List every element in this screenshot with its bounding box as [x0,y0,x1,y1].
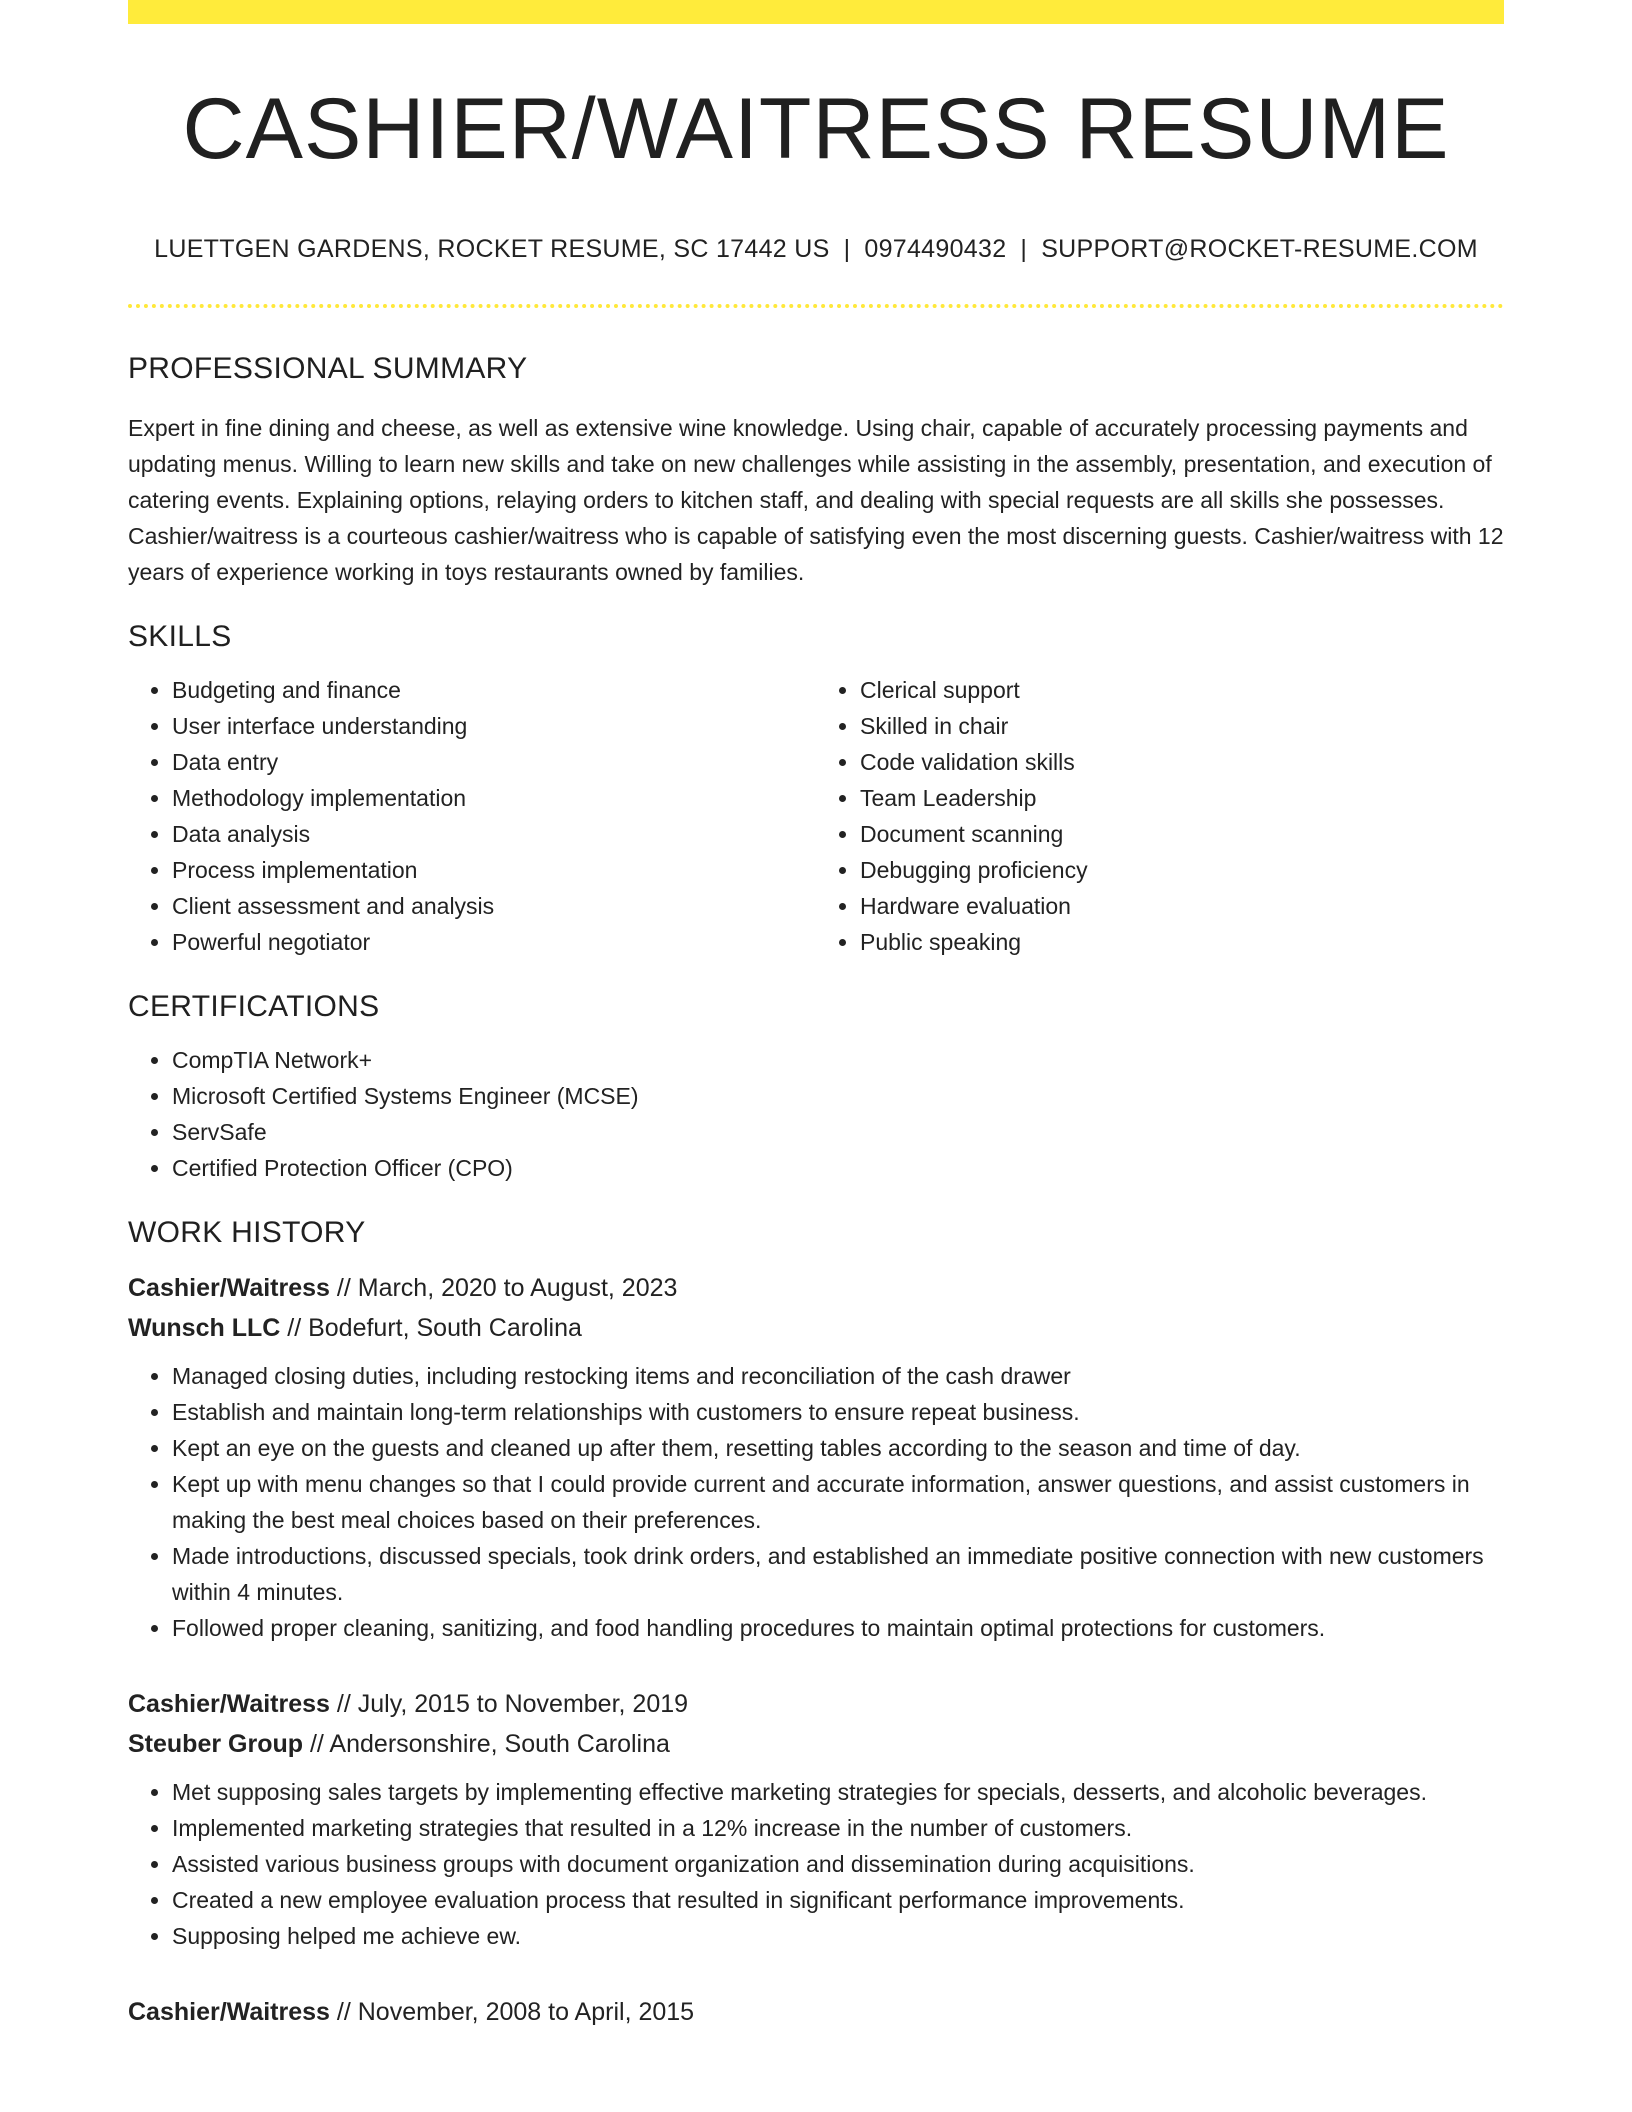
summary-text: Expert in fine dining and cheese, as well as extensive wine knowledge. Using chair, capable of accurately processing payments and updating menus. Willing to learn new skills and take on new challenges while assisting in the assembly, presentation, and execution of catering events. Explaining options, relaying orders to kitchen staff, and dealing with special requests are all skills she possesses. Cashier/waitress is a courteous cashier/waitress who is capable of satisfying even the most discerning guests. Cashier/waitress with 12 years of experience working in toys restaurants owned by families. [128,414,1504,585]
dotted-divider [128,304,1504,308]
job-bullet: • Met supposing sales targets by implementing effective marketing strategies for specials, desserts, and alcoholic beverages. [172,1774,1504,1810]
certification-item: • Certified Protection Officer (CPO) [172,1150,1504,1186]
contact-address: LUETTGEN GARDENS, ROCKET RESUME, SC 17442 US [154,234,830,263]
certifications-heading: CERTIFICATIONS [128,989,380,1023]
job-company: Steuber Group [128,1729,304,1758]
skill-item: • Debugging proficiency [860,852,1504,888]
job-title-line [128,1992,1504,2032]
skill-item: • Data entry [172,744,816,780]
top-accent-bar [128,0,1504,24]
certifications-list [128,1042,1504,1186]
job-bullet: • Followed proper cleaning, sanitizing, and food handling procedures to maintain optimal protections for customers. [172,1610,1504,1646]
certification-item: • ServSafe [172,1114,1504,1150]
job-entry [128,1684,1504,1954]
job-dates: // July, 2015 to November, 2019 [336,1689,689,1718]
job-bullet: • Made introductions, discussed specials, took drink orders, and established an immediate positive connection with new customers within 4 minutes. [172,1538,1504,1610]
skills-heading: SKILLS [128,619,232,653]
job-company: Wunsch LLC [128,1313,281,1342]
certification-item: • CompTIA Network+ [172,1042,1504,1078]
job-title-line [128,1268,1504,1308]
job-bullet: • Supposing helped me achieve ew. [172,1918,1504,1954]
contact-separator: | [1020,234,1028,263]
summary-section [128,352,1504,590]
skills-list-left [128,672,816,960]
job-dates: // March, 2020 to August, 2023 [336,1273,678,1302]
work-history-section [128,1216,1504,2032]
skill-item: • Team Leadership [860,780,1504,816]
job-bullet: • Assisted various business groups with document organization and dissemination during acquisitions. [172,1846,1504,1882]
job-bullet: • Managed closing duties, including restocking items and reconciliation of the cash drawer [172,1358,1504,1394]
skills-list-right [816,672,1504,960]
skill-item: • Budgeting and finance [172,672,816,708]
skill-item: • Process implementation [172,852,816,888]
skill-item: • Skilled in chair [860,708,1504,744]
contact-line [128,235,1504,264]
skill-item: • Code validation skills [860,744,1504,780]
skill-item: • Hardware evaluation [860,888,1504,924]
work-history-heading: WORK HISTORY [128,1215,366,1249]
skill-item: • Methodology implementation [172,780,816,816]
skills-section [128,620,1504,960]
skill-item: • Data analysis [172,816,816,852]
resume-page [128,0,1504,2032]
job-location: // Bodefurt, South Carolina [287,1313,582,1342]
contact-email: SUPPORT@ROCKET-RESUME.COM [1041,234,1478,263]
skill-item: • Clerical support [860,672,1504,708]
job-bullet: • Kept an eye on the guests and cleaned up after them, resetting tables according to the season and time of day. [172,1430,1504,1466]
job-bullet: • Establish and maintain long-term relationships with customers to ensure repeat business. [172,1394,1504,1430]
job-bullet: • Created a new employee evaluation process that resulted in significant performance improvements. [172,1882,1504,1918]
summary-heading: PROFESSIONAL SUMMARY [128,351,528,385]
skills-columns [128,672,1504,960]
skill-item: • User interface understanding [172,708,816,744]
skill-item: • Public speaking [860,924,1504,960]
job-company-line [128,1724,1504,1764]
skill-item: • Client assessment and analysis [172,888,816,924]
skill-item: • Powerful negotiator [172,924,816,960]
job-entry [128,1992,1504,2032]
job-bullet: • Implemented marketing strategies that resulted in a 12% increase in the number of customers. [172,1810,1504,1846]
job-title: Cashier/Waitress [128,1273,330,1302]
job-company-line [128,1308,1504,1348]
job-title-line [128,1684,1504,1724]
contact-phone: 0974490432 [864,234,1007,263]
job-bullets [128,1358,1504,1646]
job-entry [128,1268,1504,1646]
job-bullet: • Kept up with menu changes so that I could provide current and accurate information, answer questions, and assist customers in making the best meal choices based on their preferences. [172,1466,1504,1538]
job-dates: // November, 2008 to April, 2015 [336,1997,695,2026]
skill-item: • Document scanning [860,816,1504,852]
job-title: Cashier/Waitress [128,1689,330,1718]
job-bullets [128,1774,1504,1954]
contact-separator: | [843,234,851,263]
certification-item: • Microsoft Certified Systems Engineer (MCSE) [172,1078,1504,1114]
resume-title: CASHIER/WAITRESS RESUME [182,81,1450,177]
job-title: Cashier/Waitress [128,1997,330,2026]
job-location: // Andersonshire, South Carolina [309,1729,670,1758]
certifications-section [128,990,1504,1186]
